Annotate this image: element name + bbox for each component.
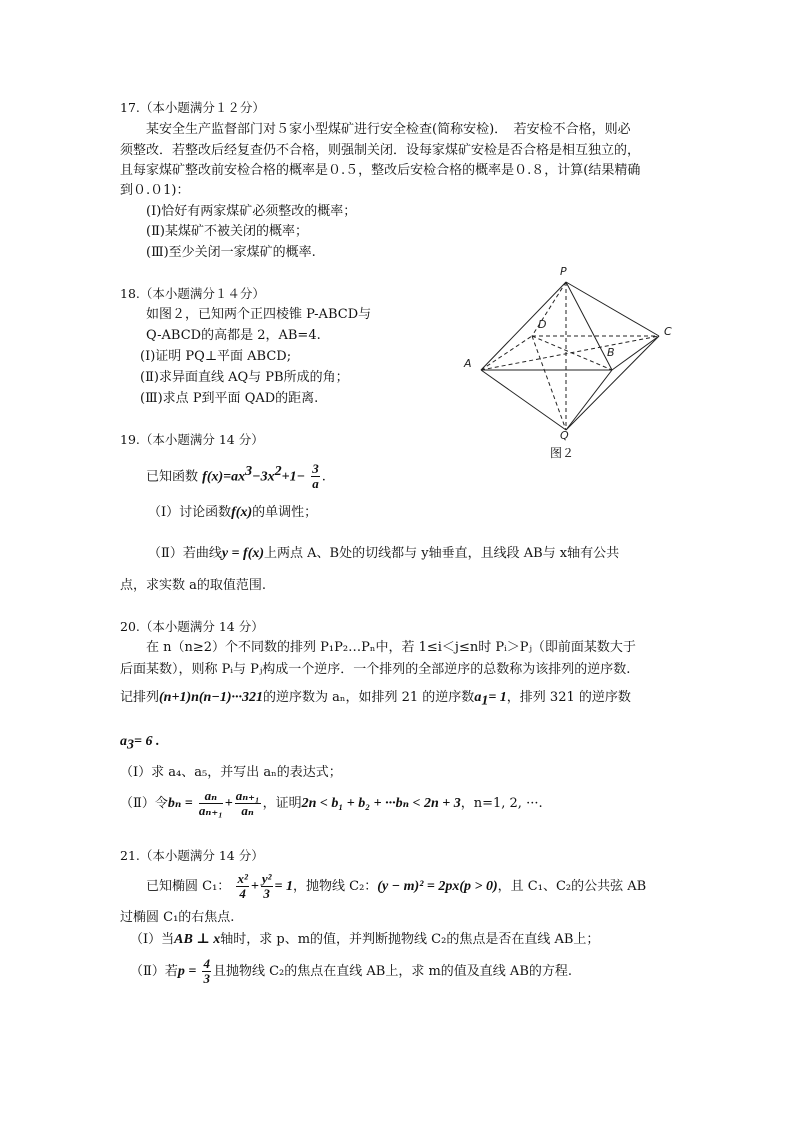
q21-p1a: （Ⅰ）当 <box>130 932 175 947</box>
edge-QB <box>566 370 612 430</box>
q20-plus: + <box>224 796 233 811</box>
q21-frac-y <box>261 872 273 901</box>
q18-line-1: 如图２，已知两个正四棱锥 P-ABCD与 <box>146 307 372 322</box>
q19-p2c: 上两点 A、B处的切线都与 y轴垂直，且线段 AB与 x轴有公共 <box>264 546 620 561</box>
q19-eq: =ax <box>223 469 246 485</box>
q20-l3c: 的逆序数为 aₙ，如排列 21 的逆序数 <box>262 690 475 705</box>
q18-part-3: (Ⅲ)求点 P到平面 QAD的距离. <box>140 391 319 406</box>
q19-frac-den: a <box>312 476 319 492</box>
label-B: B <box>607 346 615 359</box>
q21-p1c: 轴时，求 p、m的值，并判断抛物线 C₂的焦点是否在直线 AB上； <box>220 932 600 947</box>
q20-l3g: ，排列 321 的逆序数 <box>506 690 631 705</box>
q21-p1b: AB ⊥ x <box>174 932 221 947</box>
q19-fx: f(x) <box>202 469 224 485</box>
q21-l1e: ，且 C₁、C₂的公共弦 AB <box>497 879 647 894</box>
q21-l1c: ，抛物线 C₂： <box>292 879 378 894</box>
q20-part-1: （Ⅰ）求 a₄、a₅，并写出 aₙ的表达式； <box>120 765 342 780</box>
q17-part-3: (Ⅲ)至少关闭一家煤矿的概率. <box>146 245 316 260</box>
q21-line-2: 过椭圆 C₁的右焦点. <box>120 910 235 925</box>
q21-frac-x <box>236 872 248 901</box>
q20-l3b: (n+1)n(n−1)···321 <box>159 690 263 705</box>
q17-heading: 17.（本小题满分１２分） <box>120 100 265 115</box>
q21-l1a: 已知椭圆 C₁： <box>146 879 231 894</box>
q18-part-2: (Ⅱ)求异面直线 AQ与 PB所成的角； <box>140 370 349 385</box>
q19-pre: 已知函数 <box>146 469 199 485</box>
q17-part-1: (Ⅰ)恰好有两家煤矿必须整改的概率； <box>146 204 357 219</box>
q21-part-1 <box>130 932 599 948</box>
q18-line-2: Q-ABCD的高都是 2，AB=4. <box>146 328 321 343</box>
q21-e2-den: 3 <box>263 886 270 901</box>
q21-heading: 21.（本小题满分 14 分） <box>120 848 264 863</box>
q17-line-3: 且每家煤矿整改前安检合格的概率是０.５，整改后安检合格的概率是０.８，计算(结果精确 <box>120 163 641 178</box>
edge-BC <box>612 336 659 370</box>
q18-part-1: (Ⅰ)证明 PQ⊥平面 ABCD; <box>140 349 292 364</box>
q21-e2-num: y² <box>261 871 272 886</box>
edge-QA <box>481 370 566 430</box>
q19-p1b: f(x) <box>231 505 253 520</box>
q21-p2b: p = <box>177 964 197 979</box>
q19-tail: +1− <box>281 469 306 485</box>
q20-line-1: 在 n（n≥2）个不同数的排列 P₁P₂…Pₙ中，若 1≤i＜j≤n时 Pᵢ＞Pⱼ（即前面某数大于 <box>146 640 636 655</box>
q21-l1b: = 1 <box>274 879 293 894</box>
q19-part-1 <box>148 505 317 521</box>
q19-p1a: （Ⅰ）讨论函数 <box>148 505 232 520</box>
q20-l3e: 1 <box>481 693 489 709</box>
q20-l3f: = 1 <box>488 690 507 705</box>
q20-line-3 <box>120 690 631 710</box>
q20-f1-den: aₙ₊₁ <box>198 803 223 818</box>
diagonal-AC-hidden <box>481 336 659 370</box>
q21-p2c: 且抛物线 C₂的焦点在直线 AB上，求 m的值及直线 AB的方程. <box>212 964 572 979</box>
q20-frac-1 <box>199 789 223 818</box>
q21-frac-p <box>202 957 211 986</box>
q19-mid: −3x <box>252 469 275 485</box>
label-A: A <box>464 357 472 370</box>
q21-plus: + <box>250 879 259 894</box>
q19-exp2: 2 <box>274 464 282 479</box>
edge-PA <box>481 282 566 370</box>
q19-function-line <box>146 458 326 491</box>
label-P: P <box>560 265 567 278</box>
q19-end: . <box>321 469 326 485</box>
q20-l4b: 3 <box>127 737 134 753</box>
q17-line-4: 到０.０1)： <box>120 183 190 198</box>
q20-line-2: 后面某数），则称 Pᵢ与 Pⱼ构成一个逆序．一个排列的全部逆序的总数称为该排列的逆序数. <box>120 662 631 677</box>
q21-p2a: （Ⅱ）若 <box>130 964 178 979</box>
q20-p2d: 2n < b₁ + b₂ + ···bₙ < 2n + 3 <box>301 796 461 811</box>
q21-e1-num: x² <box>237 871 248 886</box>
q20-p2b: bₙ = <box>167 796 193 811</box>
q17-line-1: 某安全生产监督部门对５家小型煤矿进行安全检查(简称安检)． 若安检不合格，则必 <box>146 122 631 137</box>
label-Q: Q <box>560 429 569 442</box>
label-C: C <box>664 325 672 338</box>
q20-p2a: （Ⅱ）令 <box>120 796 168 811</box>
q20-l4a: a <box>120 734 127 749</box>
double-pyramid-figure <box>460 262 680 442</box>
q20-l3d: a <box>474 690 482 705</box>
q19-frac-num: 3 <box>312 461 319 477</box>
q19-exp3: 3 <box>245 464 253 479</box>
q19-p2a: （Ⅱ）若曲线 <box>148 546 222 561</box>
q20-frac-2 <box>235 789 261 818</box>
q18-heading: 18.（本小题满分１４分） <box>120 286 265 301</box>
label-D: D <box>538 318 547 331</box>
q20-p2e: ，n=1, 2, ···. <box>460 796 543 811</box>
q17-part-2: (Ⅱ)某煤矿不被关闭的概率； <box>146 224 308 239</box>
q20-f1-num: aₙ <box>199 789 223 804</box>
q20-heading: 20.（本小题满分 14 分） <box>120 619 264 634</box>
q20-line-4 <box>120 734 159 754</box>
q21-p-den: 3 <box>203 971 210 986</box>
figure-caption: 图２ <box>550 446 575 460</box>
q21-part-2 <box>130 955 572 989</box>
q21-e1-den: 4 <box>239 886 246 901</box>
q17-line-2: 须整改．若整改后经复查仍不合格，则强制关闭．设每家煤矿安检是否合格是相互独立的， <box>120 143 641 158</box>
diagonal-DB-hidden <box>532 336 612 370</box>
q20-l4c: = 6 . <box>134 734 160 749</box>
q20-f2-den: aₙ <box>241 803 254 818</box>
q20-f2-num: aₙ₊₁ <box>235 788 260 803</box>
q19-part-2-cont: 点，求实数 a的取值范围. <box>120 578 267 593</box>
q19-fraction <box>311 462 320 491</box>
q19-part-2 <box>148 546 619 562</box>
q20-l3a: 记排列 <box>120 690 160 705</box>
q20-part-2 <box>120 787 543 821</box>
q19-p2b: y = f(x) <box>221 546 265 561</box>
edge-AD-hidden <box>481 336 532 370</box>
q19-p1c: 的单调性； <box>252 505 318 520</box>
q19-heading: 19.（本小题满分 14 分） <box>120 432 264 447</box>
q20-p2c: ，证明 <box>262 796 302 811</box>
q21-line-1 <box>146 870 646 904</box>
edge-QD-hidden <box>532 336 566 430</box>
q21-p-num: 4 <box>203 956 210 971</box>
q21-l1d: (y − m)² = 2px(p > 0) <box>377 879 498 894</box>
